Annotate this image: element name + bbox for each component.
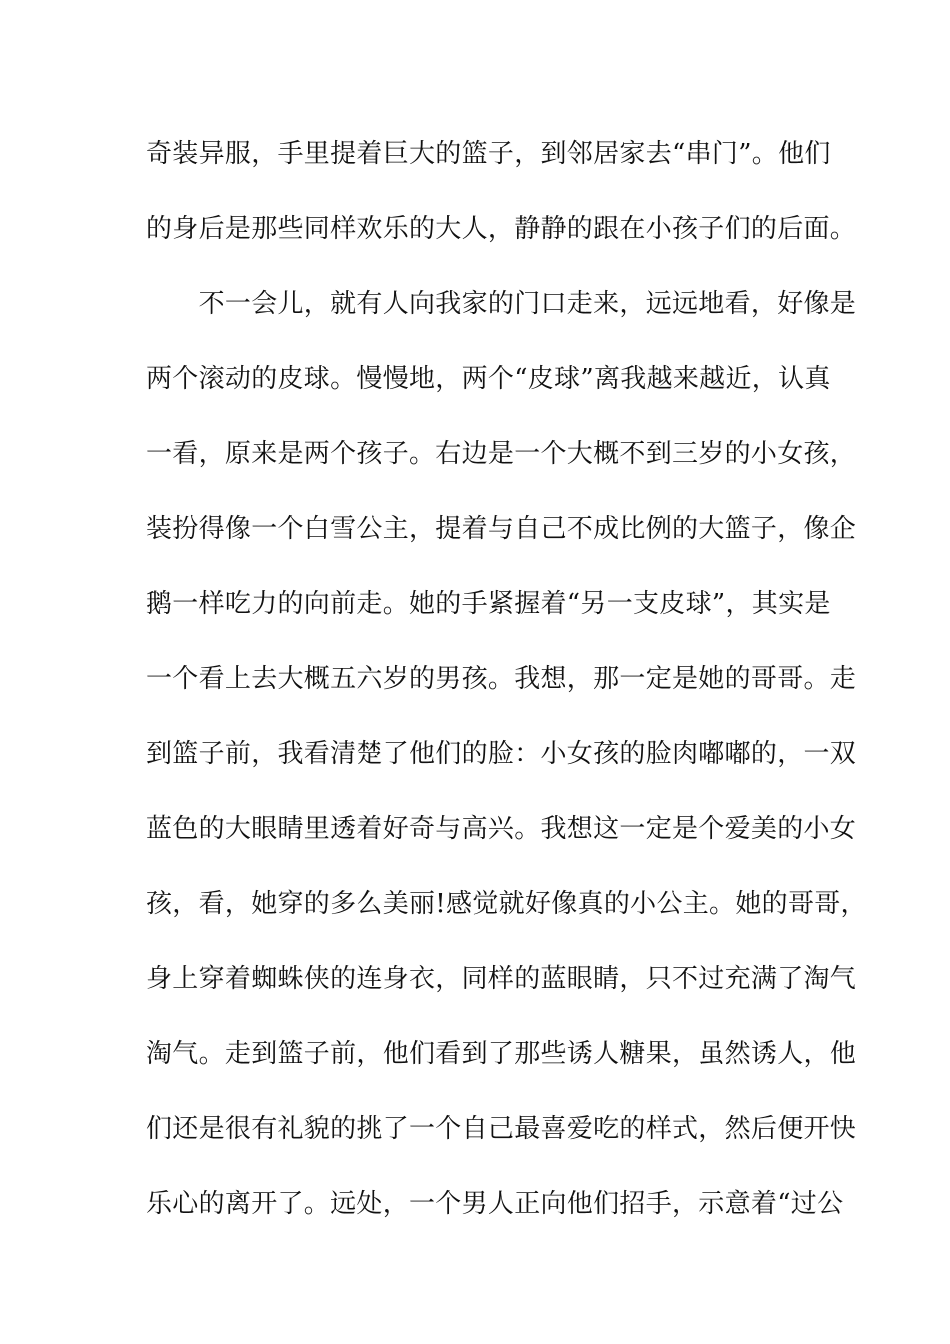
text-line: 不一会儿，就有人向我家的门口走来，远远地看，好像是 [146,289,857,319]
body-text [146,124,867,1249]
text-line: 们还是很有礼貌的挑了一个自己最喜爱吃的样式，然后便开快 [146,1114,857,1144]
text-line: 乐心的离开了。远处，一个男人正向他们招手，示意着“过公 [146,1189,844,1219]
text-line: 鹅一样吃力的向前走。她的手紧握着“另一支皮球”，其实是 [146,589,831,619]
text-line: 孩，看，她穿的多么美丽!感觉就好像真的小公主。她的哥哥， [146,889,867,919]
text-line: 两个滚动的皮球。慢慢地，两个“皮球”离我越来越近，认真 [146,364,831,394]
text-line: 蓝色的大眼睛里透着好奇与高兴。我想这一定是个爱美的小女 [146,814,857,844]
text-line: 淘气。走到篮子前，他们看到了那些诱人糖果，虽然诱人，他 [146,1039,857,1069]
text-line: 一个看上去大概五六岁的男孩。我想，那一定是她的哥哥。走 [146,664,857,694]
text-line: 装扮得像一个白雪公主，提着与自己不成比例的大篮子，像企 [146,514,857,544]
text-line: 身上穿着蜘蛛侠的连身衣，同样的蓝眼睛，只不过充满了淘气 [146,964,857,994]
text-line: 到篮子前，我看清楚了他们的脸：小女孩的脸肉嘟嘟的，一双 [146,739,857,769]
text-line: 的身后是那些同样欢乐的大人，静静的跟在小孩子们的后面。 [146,214,857,244]
text-line: 一看，原来是两个孩子。右边是一个大概不到三岁的小女孩， [146,439,857,469]
text-line: 奇装异服，手里提着巨大的篮子，到邻居家去“串门”。他们 [146,139,831,169]
